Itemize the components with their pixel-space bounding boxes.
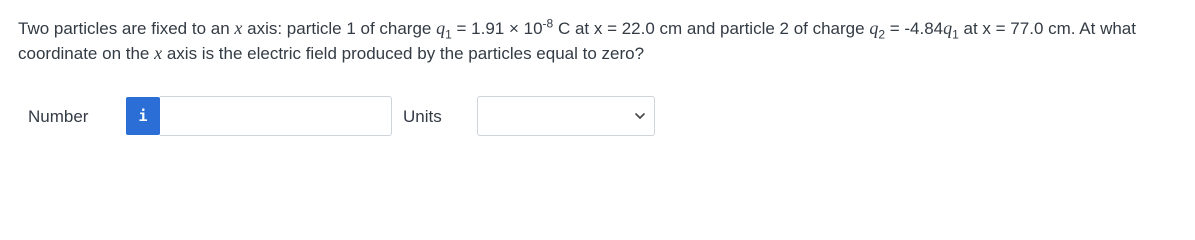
number-input[interactable] <box>160 96 392 136</box>
q2-variable: q <box>869 18 879 38</box>
question-part-3: at x = 77.0 cm. At what coordinate on the <box>18 19 1136 63</box>
question-text <box>18 16 1183 66</box>
x-variable: x <box>234 18 243 38</box>
units-label: Units <box>403 107 442 126</box>
answer-row <box>28 96 668 138</box>
q2-relation: = -4.84 <box>885 19 944 38</box>
chevron-down-icon <box>635 112 645 120</box>
question-part-1: Two particles are fixed to an <box>18 19 235 38</box>
q1-unit-and-q2-intro: C at x = 22.0 cm and particle 2 of charge <box>553 19 870 38</box>
number-label: Number <box>28 107 89 126</box>
q2-subscript: 2 <box>878 27 885 42</box>
question-part-2: axis: particle 1 of charge <box>242 19 437 38</box>
q2-ref-variable: q <box>943 18 953 38</box>
q1-variable: q <box>436 18 446 38</box>
info-icon[interactable]: i <box>126 97 160 135</box>
q2-ref-subscript: 1 <box>952 27 959 42</box>
question-part-4: axis is the electric field produced by the particles equal to zero? <box>162 44 645 63</box>
x-variable-2: x <box>154 43 163 63</box>
q1-subscript: 1 <box>445 27 452 42</box>
q1-value: = 1.91 × 10 <box>451 19 543 38</box>
units-select[interactable] <box>477 96 655 136</box>
q1-exponent: -8 <box>542 16 554 31</box>
